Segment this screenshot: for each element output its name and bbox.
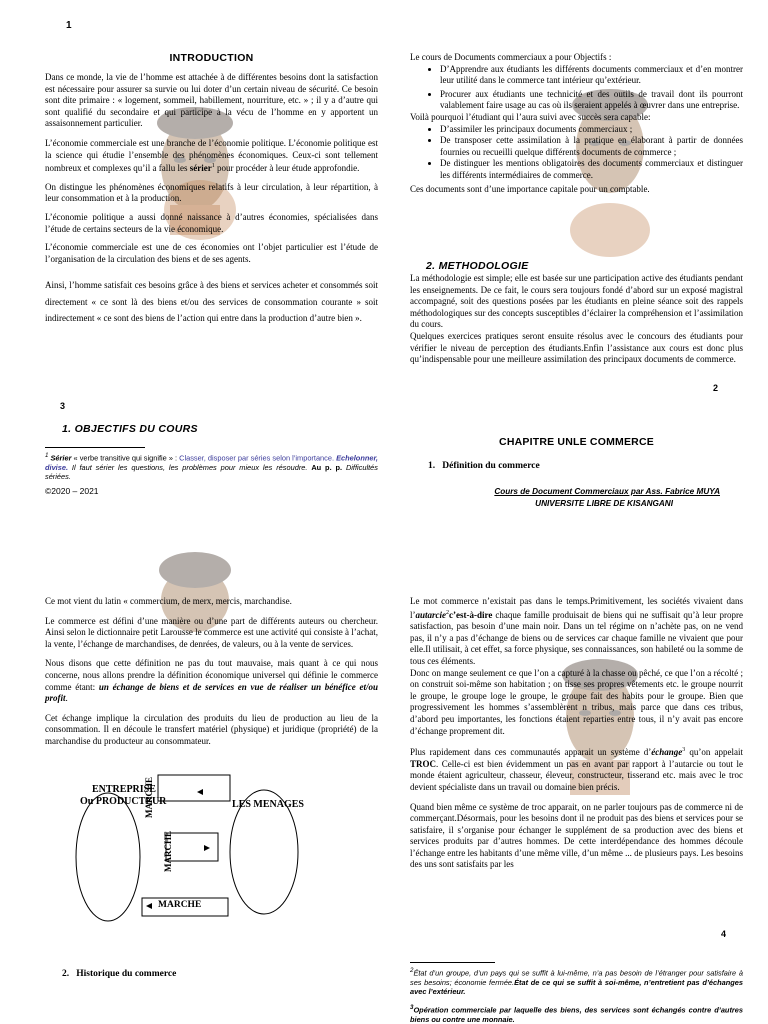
footnote-1-def: « verbe transitive qui signifie » : [71,453,180,463]
footnote-2 [410,966,743,997]
footnote-1-link[interactable]: Classer, disposer par séries selon l’importance. [179,453,335,463]
page4-body [410,596,743,871]
footnote-1-bold2: Au p. p. [311,462,343,472]
troc-text-a: Plus rapidement dans ces communautés apparait un système d’ [410,747,652,758]
capability-item: • De distinguer les mentions obligatoires des documents commerciaux et distinguer les différents intermédiaires de commerce. [440,158,743,181]
intro-paragraph-4: L’économie politique a aussi donné naissance à d’autres économies, spécialisées dans l’étude de certains secteurs de la vie économique. [45,211,378,234]
capability-item: • De transposer cette assimilation à la pratique en élaborant à partir de données fournies ou recueilli quelque différents documents de commerce ; [440,135,743,158]
producer-label-2: Ou PRODUCTEUR [80,796,167,807]
method-paragraph-2: Quelques exercices pratiques seront ensuite résolus avec le concours des étudiants pour vérifier le niveau de perception des étudiants.Enfin l’assistance aux cours est donc plus qu’indispensable pour une meilleure assimilation des principaux documents de commerce. [410,330,743,365]
autarcie-paragraph [410,596,743,668]
objective-item: • Procurer aux étudiants une technicité et des outils de travail dont ils pourront valablement faire usage au cas où ils seraient appelés à œuvrer dans une entreprise. [440,89,743,112]
footnote-1-tail: Il faut sérier les questions, les problèmes pour mieux les résoudre. [68,462,312,472]
interdependence-paragraph: Quand bien même ce système de troc apparait, on ne parler toujours pas de commerce ni de commerçant.Désormais, pour les besoins dont il ne produit pas des biens et services pour se satisfaire, il s’organise pour échanger le supplément de sa production avec des biens et services produits par d’autres hommes. De cette interdépendance des hommes découle l’échange entre les habitants d’une même ville, d’un même ... de plusieurs pays. Les besoins des uns sont satisfaits par les [410,801,743,870]
objectives-list [410,64,743,112]
objective-item: • D’Apprendre aux étudiants les différents documents commerciaux et d’en montrer leur utilité dans le commerce tant intérieur qu’extérieur. [440,64,743,87]
para2-text-a: L’économie commerciale est une branche de l’économie politique. L’économie politique est la science qui étudie l’ensemble des phénomènes économiques. Ceux-ci sont tellement nombreux et complexes qu’il a fallu les [45,137,378,174]
echange-term: échange [651,747,683,758]
page-number-4: 4 [721,929,727,939]
capable-intro: Voilà pourquoi l’étudiant qui l’aura suivi avec succès sera capable: [410,111,651,122]
intro-title: INTRODUCTION [169,52,254,64]
definition-heading: 1. Définition du commerce [428,461,540,471]
footnote-3-number: 3 [410,1004,414,1011]
economic-definition-paragraph [45,658,378,704]
page-number-1: 1 [66,20,72,31]
definition-text: Nous disons que cette définition ne pas du tout mauvaise, mais quant à ce qui nous concerne, nous allons prendre la définition économique universel qui définie le commerce comme étant: [45,658,378,692]
footnote-1-number: 1 [45,452,49,459]
method-paragraph-1: La méthodologie est simple; elle est basée sur une participation active des étudiants pendant les enseignements. De ce fait, le cours sera toujours fondé d’abord sur un exposé magistral accompagné, soit des questions posées par les étudiants en pleine séance soit des rappels méthodologiques sur des concepts susceptibles d’éclairer la compréhension et l’assimilation du cours. [410,273,743,330]
importance-line: Ces documents sont d’une importance capitale pour un comptable. [410,183,650,194]
method-body [410,273,743,366]
history-heading: 2. Historique du commerce [62,969,177,979]
definition-emphasis: un échange de biens et de services en vue de réaliser un bénéfice et/ou profit [45,681,378,704]
definition-end: . [65,693,68,704]
autarcie-text-a: Le mot commerce n’existait pas dans le temps.Primitivement, les sociétés vivaient dans l’ [410,596,743,620]
objectives-intro: Le cours de Documents commerciaux a pour Objectifs : [410,52,612,62]
autarcie-term: autarcie [415,609,446,620]
capabilities-list [410,124,743,182]
troc-text-f: . Celle-ci est bien évidemment un pas en avant par rapport à l’autarcie ou tout le monde étaient agriculteur, chasseur, éleveur, constructeur, tisserand etc. mais avec le troc devient spécialiste dans un travail ou domaine bien précis. [410,758,743,792]
market-bottom-label: MARCHE [158,900,202,910]
page3-body [45,596,378,748]
footnote-2-bold: État de ce qui se suffit à soi-même, n’entretient pas d’échanges avec l’extérieur. [410,977,743,997]
cest-a-dire: c’est-à-dire [449,609,493,620]
footnote-1-term: Sérier [50,453,72,463]
footnote-ref-2[interactable]: 2 [446,609,449,616]
etymology-paragraph: Ce mot vient du latin « commercium, de merx, mercis, marchandise. [45,596,292,606]
troc-text-d: qu’on appelait [685,747,743,758]
intro-paragraph-5: L’économie commerciale est une de ces économies ont l’objet particulier est l’étude de l’organisation de la circulation des biens et de ses agents. [45,242,378,264]
portrait-watermark-4 [565,200,655,260]
intro-paragraph-1: Dans ce monde, la vie de l’homme est attachée à de différentes besoins dont la satisfaction est nécessaire pour assurer sa survie ou lui doter d’un certain niveau de sécurité. Ce besoin sont dite primaire : « logement, sommeil, habillement, nourriture, etc. » ; il y a d’autre qui sont qualifié du secondaire et qui participe à la vécu de l’homme en y apportent un assaisonnement particulier. [45,72,378,129]
intro-paragraph-6: Ainsi, l’homme satisfait ces besoins grâce à des biens et services acheter et consommés soit directement « ce sont là des biens et/ou des services de consommation courante » soit indirectement « ce sont des biens de l’action qui entre dans la production d’autre bien ». [45,280,378,324]
section-methodologie: 2. METHODOLOGIE [426,260,529,272]
capability-item: • D’assimiler les principaux documents commerciaux ; [440,124,743,136]
course-credit: Cours de Document Commerciaux par Ass. Fabrice MUYA [494,487,720,496]
footnote-3 [410,1003,743,1024]
copyright: ©2020 – 2021 [45,486,99,496]
intro-paragraph-2 [45,138,378,175]
autarcie-text-e: chaque famille produisait de biens qui ne suffisait qu’à leur propre satisfaction, pas besoin d’une main noir. Dans un tel régime on n’achète pas, on ne vend pas, il n’y a pas d’échange de biens ou de services car chaque famille ne vivaient que pour elle.Il utilisait, à cet effet, sa force physique, ses connaissances, son habileté ou la somme de tous ces éléments. [410,609,743,666]
troc-term: TROC [410,758,437,769]
page-number-3-top: 3 [60,401,66,411]
page-number-2: 2 [713,383,719,393]
groupe-paragraph: Donc on mange seulement ce que l’on a capturé à la chasse ou pêché, ce que l’on a récolté ; on construit soi-même son habitation ; on tisse ses propres vêtements etc. le groupe nourrit le groupe, le groupe loge le groupe, le groupe fait des habits pour le groupe. Bien que progressivement les hommes s’assemblèrent n tribus, mais parce que dans ces tribus, d’abord peu importantes, les fonctions étaient reparties entre tous, il n’y avait pas encore d’échange proprement dit. [410,667,743,736]
section-objectifs: 1. OBJECTIFS DU COURS [62,423,198,435]
exchange-paragraph: Cet échange implique la circulation des produits du lieu de production au lieu de la consommation. Il en découle le transfert matériel (physique) et juridique (propriété) de la marchandise du producteur au consommateur. [45,712,378,746]
market-vertical-label-1: MARCHE [144,777,154,818]
footnote-ref-1[interactable]: 1 [211,163,215,170]
page1-body [45,72,378,327]
footnote-1-bold: Echelonner, divise. [45,453,378,472]
market-circuit-diagram [70,772,320,922]
producer-label-1: ENTREPRISE [92,784,156,795]
footnote-rule-1 [45,447,145,448]
serier-term: sérier [189,163,212,174]
para2-text-d: pour procéder à leur étude approfondie. [214,163,360,174]
chapter-title: CHAPITRE UNLE COMMERCE [499,436,654,448]
footnote-2-text: État d’un groupe, d’un pays qui se suffit à lui-même, n’a pas besoin de l’étranger pour satisfaire à ses besoins; économie fermée. [410,968,743,987]
footnote-2-number: 2 [410,967,414,974]
university-name: UNIVERSITE LIBRE DE KISANGANI [535,499,673,508]
intro-paragraph-3: On distingue les phénomènes économiques relatifs à leur circulation, à leur répartition, à leur consommation et à la production. [45,181,378,204]
market-vertical-label-2: MARCHE [163,831,173,872]
households-label: LES MENAGES [232,799,304,810]
troc-paragraph [410,745,743,793]
footnote-1 [45,451,378,482]
footnote-rule-2 [410,962,495,963]
footnote-ref-3[interactable]: 3 [682,747,686,754]
larousse-paragraph: Le commerce est défini d’une manière ou d’une part de différents auteurs ou chercheur. Ainsi selon le dictionnaire petit Larousse le commerce est une activité qui consiste à l’achat, la vente, l’échange de marchandises, de denrées, de valeurs, ou à la vente de services. [45,615,378,649]
page2-body [410,52,743,195]
footnote-3-text: Opération commerciale par laquelle des biens, des services sont échangés contre d’autres biens ou contre une monnaie. [410,1005,743,1024]
footnote-1-tail2: Difficultés sériées. [45,462,378,482]
